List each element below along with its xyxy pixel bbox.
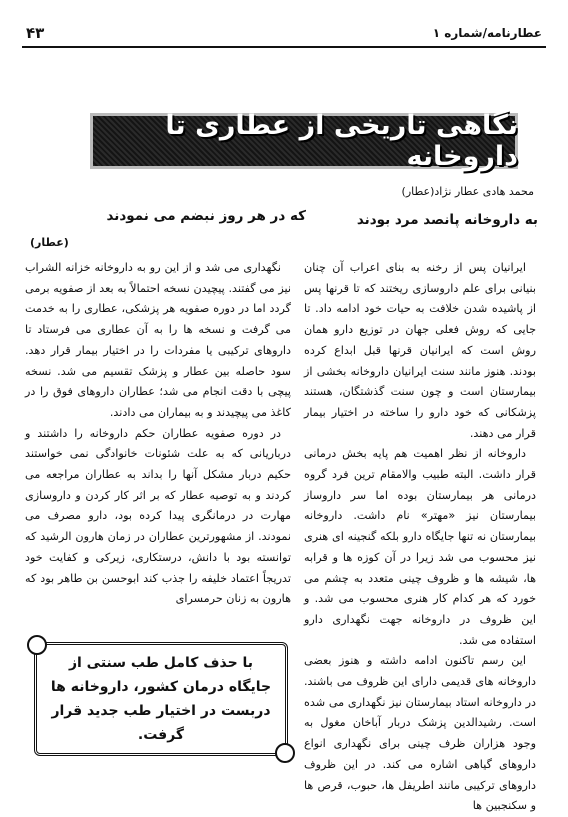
article-title: نگاهی تاریخی از عطاری تا داروخانه (165, 110, 518, 172)
left-column-body (25, 258, 291, 610)
magazine-issue-title: عطارنامه/شماره ۱ (432, 26, 542, 40)
article-title-banner (90, 110, 518, 172)
page-number: ۴۳ (26, 24, 45, 42)
right-column-body (304, 258, 536, 817)
paragraph: نگهداری می شد و از این رو به داروخانه خزانه الشراب نیز می گفتند. پیچیدن نسخه احتمالاً به بعد از صفویه برمی گردد اما در دوره صفویه هر پزشکی، عطاری را به خدمت می گرفت و نسخه ها را به آن عطاری می فرستاد تا داروهای ترکیبی یا مفردات را در اختیار بیمار قرار دهد. سود حاصله بین عطار و پزشک تقسیم می شد. نسخه پیچی با دقت انجام می شد؛ عطاران داروهای فوق را در کاغذ می پیچیدند و به بیماران می دادند. (25, 261, 291, 419)
paragraph: در دوره صفویه عطاران حکم داروخانه را داشتند و درباریانی که به علت شئونات خانوادگی نمی خواستند حکیم دربار مشکل آنها را بداند به عطاران مراجعه می کردند و به توصیه عطار که بر اثر کار کردن و داروسازی مهارت در درمانگری پیدا کرده بود، دارو مصرف می نمودند. از مشهورترین عطاران در زمان هارون الرشید که توانسته بود با دانش، درستکاری، زیرکی و کفایت خود تدریجاً اعتماد خلیفه را جذب کند ابوحسن بن طاهر بود که هارون به زنان حرمسرای (25, 426, 291, 606)
pull-quote-text: با حذف کامل طب سنتی از جایگاه درمان کشور، داروخانه ها دربست در اختیار طب جدید قرار گرفت. (50, 655, 272, 743)
paragraph: این رسم تاکنون ادامه داشته و هنوز بعضی داروخانه های قدیمی دارای این ظروف می باشند. در داروخانه استاد بیمارستان نیز نگهداری می شده است. رشیدالدین پزشک دربار آباخان مغول به وجود هزاران ظرف چینی برای نگهداری انواع داروهای گیاهی اشاره می کند. در این ظروف داروهای ترکیبی مانند اطریفل ها، حبوب، قرص ها و سکنجبین ها (304, 654, 536, 813)
article-author: محمد هادی عطار نژاد(عطار) (401, 185, 534, 198)
left-column-subtitle: که در هر روز نبضم می نمودند (106, 208, 306, 224)
pull-quote-box (34, 642, 288, 756)
paragraph: داروخانه از نظر اهمیت هم پایه بخش درمانی قرار داشت. البته طبیب والامقام ترین فرد گروه درمانی هر بیمارستان بوده اما سر داروساز بیمارستان نیز «مهتر» نام داشت. داروخانه بیمارستان نه تنها جایگاه دارو بلکه گنجینه ای هنری نیز محسوب می شد زیرا در آن کوزه ها و قرابه ها، شیشه ها و ظروف چینی متعدد به چشم می خورد که هر کدام کار هنری محسوب می شد. و این ظروف در داروخانه جهت نگهداری دارو استفاده می شد. (304, 447, 536, 647)
left-column-tag: (عطار) (30, 236, 69, 249)
paragraph: ایرانیان پس از رخنه به بنای اعراب آن چنان بنیانی برای علم داروسازی ریختند که تا قرنها پس از پاشیده شدن خلافت به حیات خود ادامه داد. تا جایی که روش فعلی جهان در توزیع دارو همان روش است که ایرانیان قرنها قبل ابداع کرده بودند. هنوز مانند سنت ایرانیان داروخانه بخشی از بیمارستان است و چون سنت گذشتگان، هستند پزشکانی که خود دارو را ساخته در اختیار بیمار قرار می دهند. (304, 261, 536, 440)
page-header (22, 24, 546, 48)
right-column-subtitle: به داروخانه پانصد مرد بودند (356, 212, 538, 228)
